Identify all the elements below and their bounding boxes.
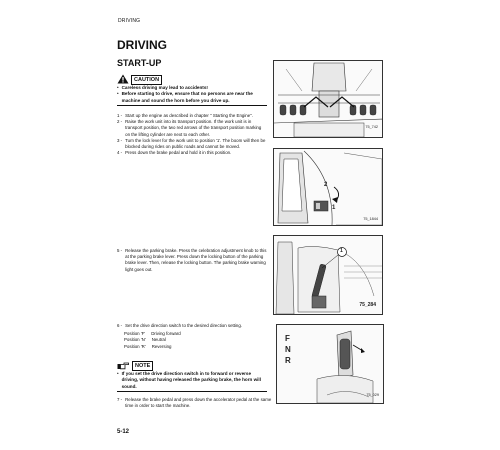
direction-forward-letter: F — [285, 334, 290, 343]
position-row: Position 'F' Driving forward — [124, 331, 181, 336]
section-title: START-UP — [117, 58, 162, 68]
caution-bullet: • Careless driving may lead to accidents! — [117, 85, 208, 90]
figure-code: 75_742 — [365, 125, 378, 129]
step-item: 4 - Press down the brake pedal and hold it in this position. — [117, 150, 232, 156]
caution-bullets — [117, 85, 267, 106]
note-label: NOTE — [132, 361, 153, 371]
direction-reverse-letter: R — [285, 356, 291, 365]
divider — [117, 105, 267, 106]
step-item: 1 - Start up the engine as described in chapter " Starting the Engine". — [117, 113, 253, 118]
steps-group-c — [117, 323, 277, 329]
note-bullets — [117, 371, 267, 392]
position-list — [124, 331, 181, 350]
position-row: Position 'R' Reversing — [124, 343, 172, 349]
step-item: 6 - Set the drive direction switch to the desired direction setting. — [117, 323, 243, 328]
figure-parking-brake — [273, 235, 383, 315]
direction-letters — [285, 333, 291, 366]
callout-1: 1 — [340, 248, 343, 254]
running-header: DRIVING — [118, 18, 141, 24]
steps-group-d — [117, 397, 277, 409]
callout-1: 1 — [332, 205, 336, 211]
step-item: 3 - Turn the lock lever for the work unit to position '1'. The boom will then be blocked during rides on public roads and cannot be moved. — [117, 137, 266, 150]
note-bullet: • If you set the drive direction switch in to forward or reverse driving, without having released the parking brake, the horn will sound. — [117, 371, 261, 389]
divider — [117, 391, 267, 392]
caution-bullet: • Before starting to drive, ensure that no persons are near the machine and sound the horn before you drive up. — [117, 91, 253, 103]
figure-lock-lever — [273, 148, 383, 226]
callout-2: 2 — [324, 182, 328, 188]
step-item: 5 - Release the parking brake. Press the celebration adjustment knob to this at the parking brake lever. Press down the locking button of the parking brake lever. Then, release the locking button. The parking brake warning light goes out. — [117, 248, 267, 272]
page-title: DRIVING — [117, 38, 168, 52]
step-item: 2 - Raise the work unit into its transport position. If the work unit is in transport position, the two red arrows of the transport position marking on the lifting cylinder are next to each other. — [117, 119, 262, 137]
step-item: 7 - Release the brake pedal and press down the accelerator pedal at the same time in order to start the machine. — [117, 397, 272, 409]
position-row: Position 'N' Neutral — [124, 337, 166, 343]
direction-neutral-letter: N — [285, 345, 291, 354]
figure-drive-switch — [276, 324, 384, 404]
figure-machine-front — [273, 60, 383, 138]
caution-label: CAUTION — [131, 75, 162, 85]
figure-code: 75_1844 — [363, 217, 378, 221]
page-number: 5-12 — [117, 429, 130, 435]
figure-code: 75_284 — [359, 302, 376, 308]
lock-lever-illustration — [274, 149, 383, 226]
steps-group-a — [117, 113, 267, 156]
figure-code: 75_029 — [366, 393, 379, 397]
steps-group-b — [117, 248, 267, 273]
